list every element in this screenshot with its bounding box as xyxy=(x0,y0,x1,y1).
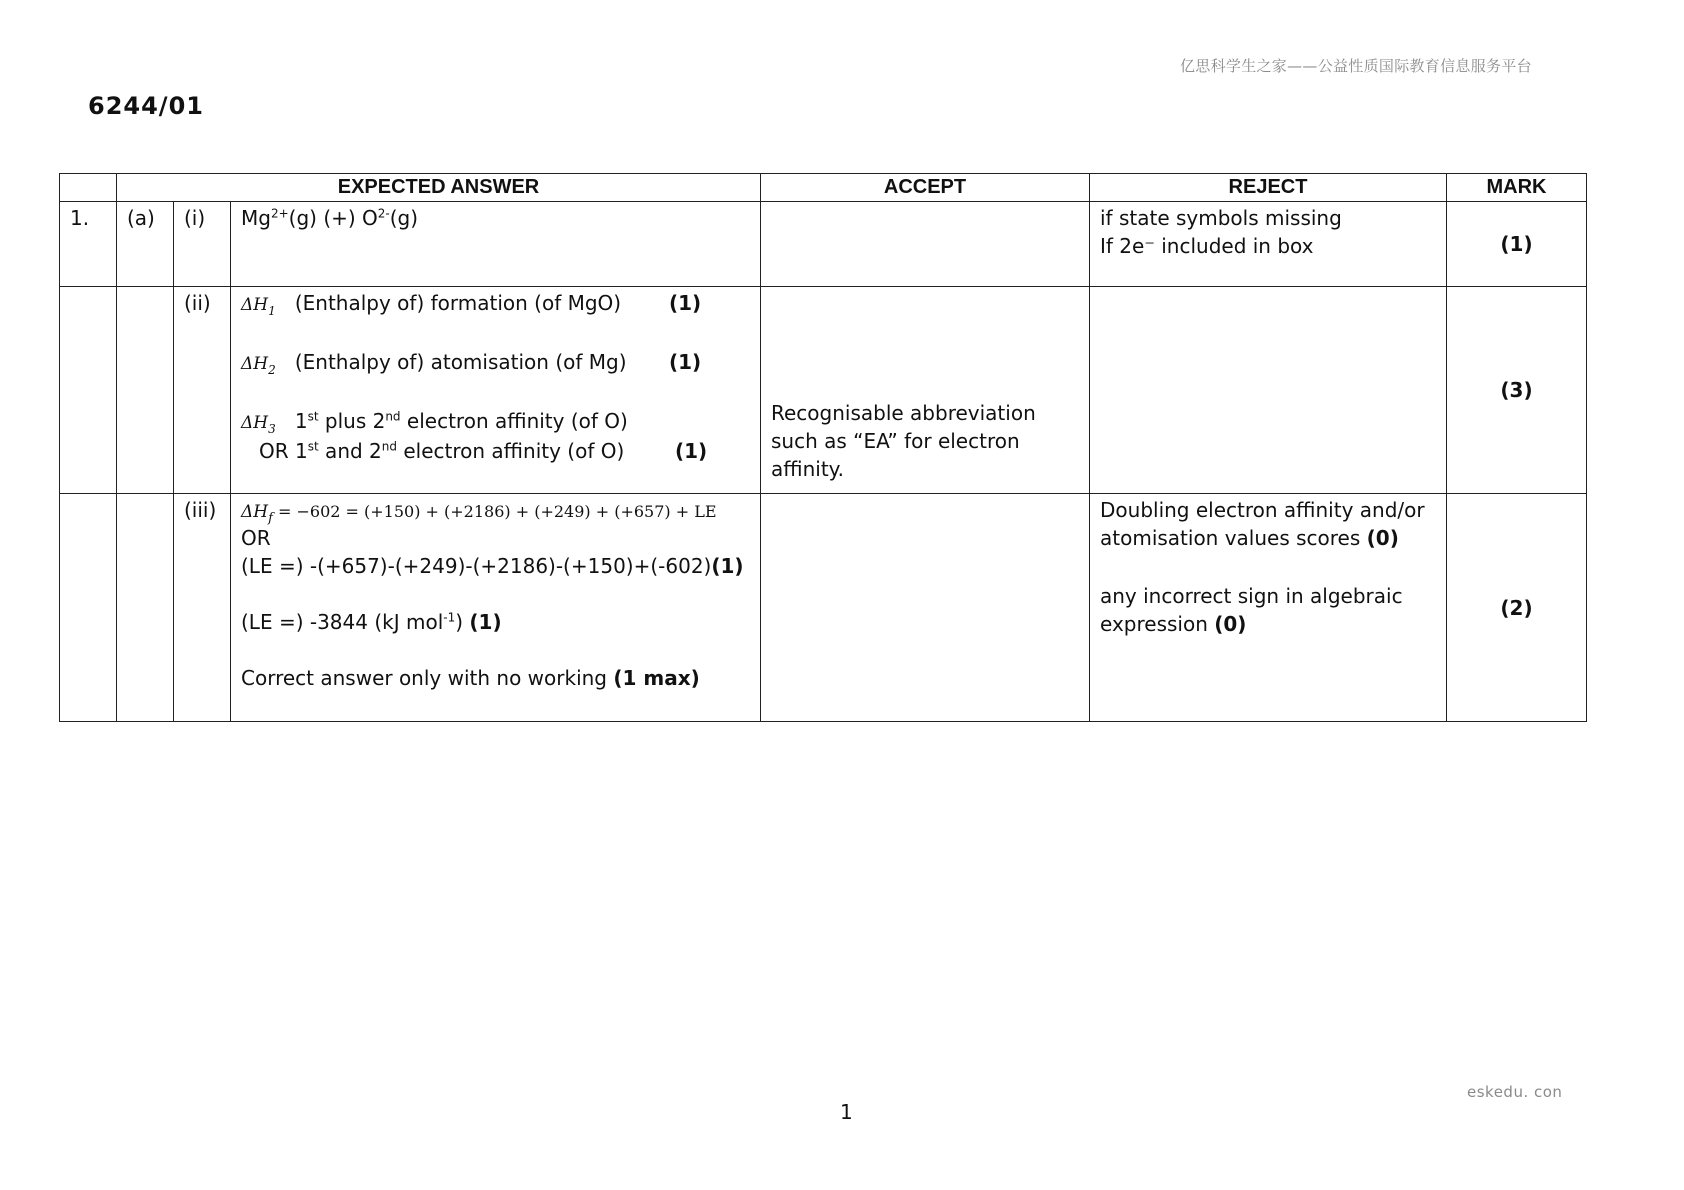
header-accept: ACCEPT xyxy=(761,174,1090,202)
page-number: 1 xyxy=(840,1100,853,1124)
header-expected: EXPECTED ANSWER xyxy=(117,174,761,202)
question-part: (a) xyxy=(117,202,174,287)
reject-cell: if state symbols missing If 2e⁻ included in box xyxy=(1090,202,1447,287)
paper-code: 6244/01 xyxy=(88,92,204,120)
accept-cell: Recognisable abbreviation such as “EA” for electron affinity. xyxy=(761,287,1090,494)
accept-cell xyxy=(761,494,1090,722)
mark-cell: (3) xyxy=(1447,287,1587,494)
dh1-line: $\Delta H_1$ (Enthalpy of) formation (of MgO) (1) xyxy=(241,291,702,318)
header-row xyxy=(60,174,1587,202)
expected-answer: $Mg^{2+}(g)$ (+) $O^{2-}(g)$ xyxy=(231,202,761,287)
header-mark: MARK xyxy=(1447,174,1587,202)
dh3-line: $\Delta H_3$ 1st plus 2nd electron affinity (of O) xyxy=(241,409,628,436)
equation: $\Delta H_f = -602 = (+150) + (+2186) + (+249) + (+657)$ + LE xyxy=(241,502,717,526)
accept-cell xyxy=(761,202,1090,287)
row-a-ii xyxy=(60,287,1587,494)
correct-only: Correct answer only with no working (1 max) xyxy=(241,666,700,690)
row-a-iii xyxy=(60,494,1587,722)
watermark-bottom: eskedu. con xyxy=(1467,1083,1563,1101)
dh3-or-line: OR 1st and 2nd electron affinity (of O) (1) xyxy=(259,439,708,463)
mark-scheme-table xyxy=(59,173,1587,722)
le-expression: (LE =) -(+657)-(+249)-(+2186)-(+150)+(-602)(1) xyxy=(241,554,744,578)
row-a-i xyxy=(60,202,1587,287)
expected-answer: $\Delta H_f = -602 = (+150) + (+2186) + (+249) + (+657)$ + LE OR (LE =) -(+657)-(+249)-(+2186)-(+150)+(-602)(1) (LE =) -3844 (kJ mol$^{-1}$) (1) Correct answer only with no working (1 max) xyxy=(231,494,761,722)
mark-cell: (2) xyxy=(1447,494,1587,722)
mark-cell: (1) xyxy=(1447,202,1587,287)
question-number: 1. xyxy=(60,202,117,287)
expected-answer xyxy=(231,287,761,494)
dh2-line: $\Delta H_2$ (Enthalpy of) atomisation (of Mg) (1) xyxy=(241,350,702,377)
watermark-top: 亿思科学生之家——公益性质国际教育信息服务平台 xyxy=(1180,57,1532,75)
reject-cell xyxy=(1090,287,1447,494)
header-reject: REJECT xyxy=(1090,174,1447,202)
reject-cell: Doubling electron affinity and/or atomisation values scores (0) any incorrect sign in algebraic expression (0) xyxy=(1090,494,1447,722)
header-blank xyxy=(60,174,117,202)
question-sub: (ii) xyxy=(174,287,231,494)
le-value: (LE =) -3844 (kJ mol$^{-1}$) (1) xyxy=(241,610,502,634)
question-sub: (iii) xyxy=(174,494,231,722)
question-sub: (i) xyxy=(174,202,231,287)
